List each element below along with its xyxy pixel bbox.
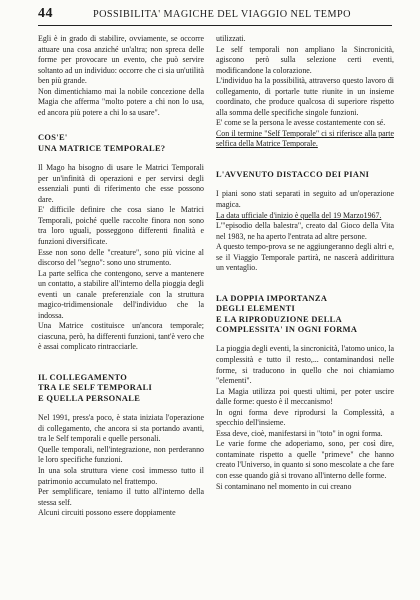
heading-line: DEGLI ELEMENTI [216,304,296,314]
paragraph: In ogni forma deve riprodursi la Complessità, a specchio dell'insieme. [216,407,394,428]
section-heading: L'AVVENUTO DISTACCO DEI PIANI [216,170,370,180]
heading-line: UNA MATRICE TEMPORALE? [38,143,166,153]
paragraph: La Magia utilizza poi questi ultimi, per poter uscire dalle forme: questo è il meccanismo! [216,386,394,407]
paragraph: A questo tempo-prova se ne aggiungeranno degli altri e, se il Viaggio Temporale partirà, ne nascerà addirittura un ventaglio. [216,242,394,273]
paragraph: Esse non sono delle "creature", sono più vicine al discorso del "segno": sono uno strumento. [38,247,204,268]
paragraph: Non dimentichiamo mai la nobile concezione della Magia che afferma "molto potere a chi non lo usa, ed ancora più potere a chi lo sa usare". [38,86,204,117]
paragraph: L'"episodio della balestra", creato dal Gioco della Vita nel 1983, ne ha aperto l'entrata ad altre persone. [216,221,394,241]
heading-line: LA DOPPIA IMPORTANZA [216,293,328,303]
paragraph: Egli è in grado di stabilire, ovviamente, se occorre attuare una cosa anziché un'altra; non spreca delle forme per provocare un evento, che può servire soltanto ad un individuo: occorre che ci sia un'utilità ben più grande. [38,34,204,86]
section-heading [216,294,394,336]
paragraph: In una sola struttura viene così immesso tutto il patrimonio accumulato nel frattempo. [38,465,204,486]
paragraph: Quelle temporali, nell'integrazione, non perderanno le loro specifiche funzioni. [38,444,204,465]
paragraph: I piani sono stati separati in seguito ad un'operazione magica. [216,189,394,209]
heading-line: E LA RIPRODUZIONE DELLA [216,314,343,324]
heading-line: IL COLLEGAMENTO [38,373,128,383]
paragraph: Nel 1991, press'a poco, è stata iniziata l'operazione di collegamento, che ancora si sta portando avanti, tra le Self temporali e quelle personali. [38,413,204,444]
paragraph: Si contaminano nel momento in cui creano [216,481,352,491]
paragraph: Alcuni circuiti possono essere doppiamente [38,508,176,518]
heading-line: COMPLESSITA' IN OGNI FORMA [216,325,358,335]
paragraph: L'individuo ha la possibilità, attraverso questo lavoro di collegamento, di portarle tutte riunite in un insieme coordinato, che produce qualcosa di superiore rispetto alla somma delle specifiche singole funzioni. [216,76,394,117]
page-number: 44 [38,6,53,21]
paragraph: E' difficile definire che cosa siano le Matrici Temporali, poiché quelle raccolte finora non sono tra loro uguali, posseggono differenti finalità e funzioni diversificate. [38,205,204,247]
paragraph: Le varie forme che adoperiamo, sono, per così dire, contaminate rispetto a quelle "primeve" che hanno creato l'Universo, in quanto si sono mescolate a che fare con esse quando già si trovano all'interno delle forme. [216,439,394,480]
underlined-paragraph: Con il termine "Self Temporale" ci si riferisce alla parte selfica della Matrice Temporale. [216,128,394,149]
right-column [216,34,394,592]
underlined-paragraph: La data ufficiale d'inizio è quella del 19 Marzo1967. [216,210,382,220]
paragraph: utilizzati. [216,34,246,43]
left-column [38,34,204,592]
section-heading [38,373,204,404]
paragraph: La pioggia degli eventi, la sincronicità, l'atomo unico, la complessità e tutto il resto,... contaminandosi nelle forme, si traducono in quello che noi chiamiamo "elementi". [216,344,394,386]
running-title: POSSIBILITA' MAGICHE DEL VIAGGIO NEL TEMPO [93,9,351,20]
paragraph: E' come se la persona le avesse costantemente con sé. [216,118,386,128]
paragraph: Le self temporali non ampliano la Sincronicità, agiscono però sulla selezione certi eventi, modificandone la colorazione. [216,44,394,75]
paragraph: Per semplificare, teniamo il tutto all'interno della stessa self. [38,487,204,507]
paragraph: Il Mago ha bisogno di usare le Matrici Temporali per un'infinità di operazioni e per servirsi degli essenziali punti di riferimento che esse possono dare. [38,163,204,204]
page-header [38,6,392,26]
heading-line: E QUELLA PERSONALE [38,393,141,403]
heading-line: TRA LE SELF TEMPORALI [38,383,153,393]
header-rule [38,25,392,26]
paragraph: La parte selfica che contengono, serve a mantenere un contatto, a stabilire all'interno della pioggia degli eventi un canale preferenziale con la struttura magico-tridimensionale dell'individuo che la indossa. [38,268,204,320]
paragraph: Essa deve, cioè, manifestarsi in "toto" in ogni forma. [216,428,383,438]
heading-line: COS'E' [38,133,68,143]
paragraph: Una Matrice costituisce un'ancora temporale; ciascuna, però, ha differenti funzioni, tant'è vero che è assai complicato rintracciarle. [38,321,204,352]
section-heading [38,133,204,154]
